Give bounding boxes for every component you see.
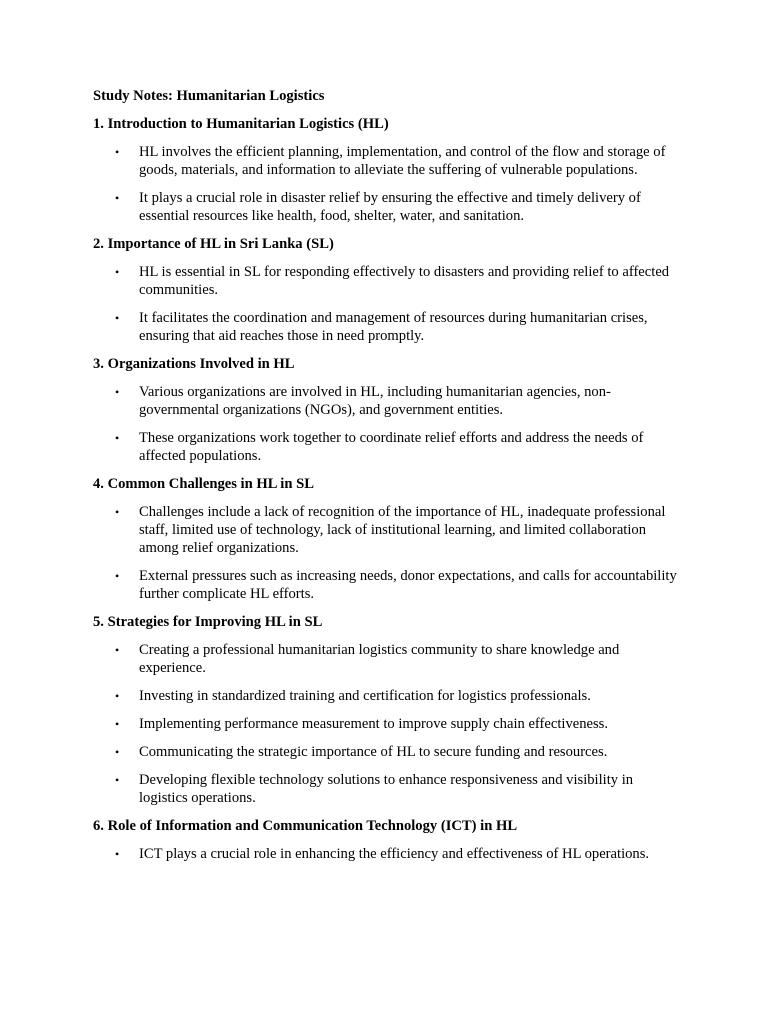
bullet-icon: • (115, 311, 120, 325)
bullet-icon: • (115, 569, 120, 583)
bullet-icon: • (115, 773, 120, 787)
list-item-text: Implementing performance measurement to improve supply chain effectiveness. (139, 716, 609, 732)
list-item (93, 143, 682, 179)
list-item-text: These organizations work together to coordinate relief efforts and address the needs of affected populations. (139, 430, 644, 464)
bullet-list (93, 383, 682, 465)
bullet-icon: • (115, 431, 120, 445)
section-heading: 5. Strategies for Improving HL in SL (93, 614, 323, 630)
bullet-icon: • (115, 191, 120, 205)
bullet-icon: • (115, 847, 120, 861)
list-item-text: HL is essential in SL for responding effectively to disasters and providing relief to affected communities. (139, 264, 670, 298)
list-item-text: Creating a professional humanitarian logistics community to share knowledge and experience. (139, 642, 620, 676)
bullet-icon: • (115, 505, 120, 519)
list-item-text: Challenges include a lack of recognition of the importance of HL, inadequate professional staff, limited use of technology, lack of institutional learning, and limited collaboration among relief organizations. (139, 504, 666, 556)
list-item (93, 309, 682, 345)
section-heading: 1. Introduction to Humanitarian Logistics (HL) (93, 116, 389, 132)
list-item-text: It facilitates the coordination and management of resources during humanitarian crises, ensuring that aid reaches those in need promptly. (139, 310, 648, 344)
list-item (93, 263, 682, 299)
bullet-icon: • (115, 717, 120, 731)
bullet-list (93, 143, 682, 225)
list-item-text: Various organizations are involved in HL, including humanitarian agencies, non-governmental organizations (NGOs), and government entities. (139, 384, 611, 418)
list-item (93, 641, 682, 677)
list-item (93, 687, 682, 705)
list-item (93, 567, 682, 603)
section-heading: 2. Importance of HL in Sri Lanka (SL) (93, 236, 334, 252)
bullet-list (93, 503, 682, 603)
bullet-icon: • (115, 745, 120, 759)
bullet-icon: • (115, 265, 120, 279)
list-item (93, 845, 682, 863)
list-item (93, 429, 682, 465)
list-item-text: External pressures such as increasing needs, donor expectations, and calls for accountability further complicate HL efforts. (139, 568, 677, 602)
list-item-text: Communicating the strategic importance of HL to secure funding and resources. (139, 744, 608, 760)
document-title: Study Notes: Humanitarian Logistics (93, 88, 325, 104)
list-item-text: HL involves the efficient planning, implementation, and control of the flow and storage of goods, materials, and information to alleviate the suffering of vulnerable populations. (139, 144, 666, 178)
list-item (93, 715, 682, 733)
list-item (93, 743, 682, 761)
bullet-list (93, 263, 682, 345)
list-item-text: It plays a crucial role in disaster relief by ensuring the effective and timely delivery of essential resources like health, food, shelter, water, and sanitation. (139, 190, 641, 224)
section-heading: 3. Organizations Involved in HL (93, 356, 295, 372)
bullet-icon: • (115, 145, 120, 159)
list-item (93, 383, 682, 419)
bullet-icon: • (115, 385, 120, 399)
list-item-text: Investing in standardized training and certification for logistics professionals. (139, 688, 591, 704)
section-heading: 6. Role of Information and Communication Technology (ICT) in HL (93, 818, 518, 834)
section-heading: 4. Common Challenges in HL in SL (93, 476, 314, 492)
list-item (93, 189, 682, 225)
list-item-text: ICT plays a crucial role in enhancing the efficiency and effectiveness of HL operations. (139, 846, 650, 862)
list-item (93, 503, 682, 557)
list-item (93, 771, 682, 807)
bullet-icon: • (115, 643, 120, 657)
bullet-list (93, 641, 682, 807)
list-item-text: Developing flexible technology solutions to enhance responsiveness and visibility in logistics operations. (139, 772, 634, 806)
document-body (93, 115, 682, 863)
bullet-list (93, 845, 682, 863)
bullet-icon: • (115, 689, 120, 703)
